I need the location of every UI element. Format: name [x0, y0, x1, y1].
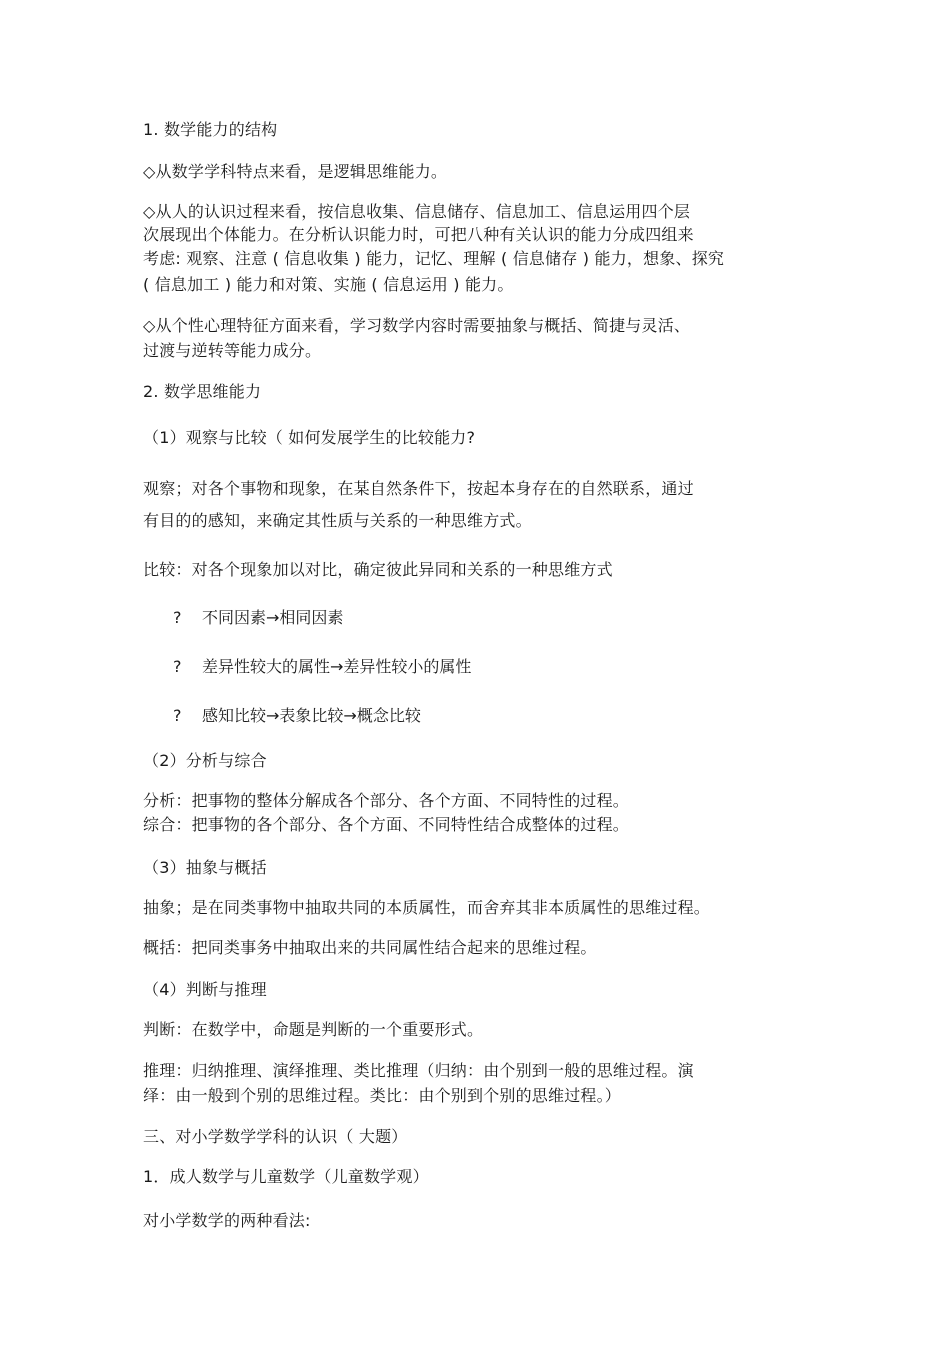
section-2-title: 2. 数学思维能力 [143, 382, 262, 401]
bullet-marker: ? [173, 657, 182, 676]
subsection-judgment-inference: （4）判断与推理 [143, 980, 267, 999]
bullet-marker: ? [173, 706, 182, 725]
paragraph-observation-line-1: 观察；对各个事物和现象，在某自然条件下，按起本身存在的自然联系，通过 [143, 479, 694, 498]
paragraph-observation-line-2: 有目的的感知，来确定其性质与关系的一种思维方式。 [143, 511, 532, 530]
paragraph-synthesis: 综合：把事物的各个部分、各个方面、不同特性结合成整体的过程。 [143, 815, 630, 834]
paragraph-cognition-line-4: ( 信息加工 ) 能力和对策、实施 ( 信息运用 ) 能力。 [143, 275, 514, 294]
bullet-item: 不同因素→相同因素 [202, 608, 344, 627]
paragraph-analysis: 分析：把事物的整体分解成各个部分、各个方面、不同特性的过程。 [143, 791, 630, 810]
paragraph-cognition-line-2: 次展现出个体能力。在分析认识能力时，可把八种有关认识的能力分成四组来 [143, 225, 694, 244]
subsection-abstraction-generalization: （3）抽象与概括 [143, 858, 267, 877]
paragraph-subject-feature: ◇从数学学科特点来看，是逻辑思维能力。 [143, 162, 448, 181]
subsection-analysis-synthesis: （2）分析与综合 [143, 751, 267, 770]
paragraph-two-views: 对小学数学的两种看法: [143, 1211, 311, 1230]
bullet-item: 差异性较大的属性→差异性较小的属性 [202, 657, 472, 676]
bullet-item: 感知比较→表象比较→概念比较 [202, 706, 421, 725]
paragraph-cognition-line-1: ◇从人的认识过程来看，按信息收集、信息储存、信息加工、信息运用四个层 [143, 202, 691, 221]
paragraph-inference-line-2: 绎：由一般到个别的思维过程。类比：由个别到个别的思维过程。） [143, 1086, 622, 1105]
paragraph-comparison: 比较：对各个现象加以对比，确定彼此异同和关系的一种思维方式 [143, 560, 613, 579]
paragraph-generalization: 概括：把同类事务中抽取出来的共同属性结合起来的思维过程。 [143, 938, 597, 957]
paragraph-personality-line-1: ◇从个性心理特征方面来看，学习数学内容时需要抽象与概括、简捷与灵活、 [143, 316, 691, 335]
paragraph-abstraction: 抽象；是在同类事物中抽取共同的本质属性，而舍弃其非本质属性的思维过程。 [143, 898, 711, 917]
paragraph-inference-line-1: 推理：归纳推理、演绎推理、类比推理（归纳：由个别到一般的思维过程。演 [143, 1061, 694, 1080]
paragraph-judgment: 判断：在数学中，命题是判断的一个重要形式。 [143, 1020, 484, 1039]
subsection-adult-child-math: 1．成人数学与儿童数学（儿童数学观） [143, 1167, 429, 1186]
paragraph-cognition-line-3: 考虑: 观察、注意 ( 信息收集 ) 能力，记忆、理解 ( 信息储存 ) 能力，想象、探究 [143, 249, 725, 268]
paragraph-personality-line-2: 过渡与逆转等能力成分。 [143, 341, 322, 360]
section-1-title: 1. 数学能力的结构 [143, 120, 278, 139]
subsection-observe-compare: （1）观察与比较（ 如何发展学生的比较能力? [143, 428, 476, 447]
bullet-marker: ? [173, 608, 182, 627]
section-3-title: 三、对小学数学学科的认识（ 大题） [143, 1127, 408, 1146]
